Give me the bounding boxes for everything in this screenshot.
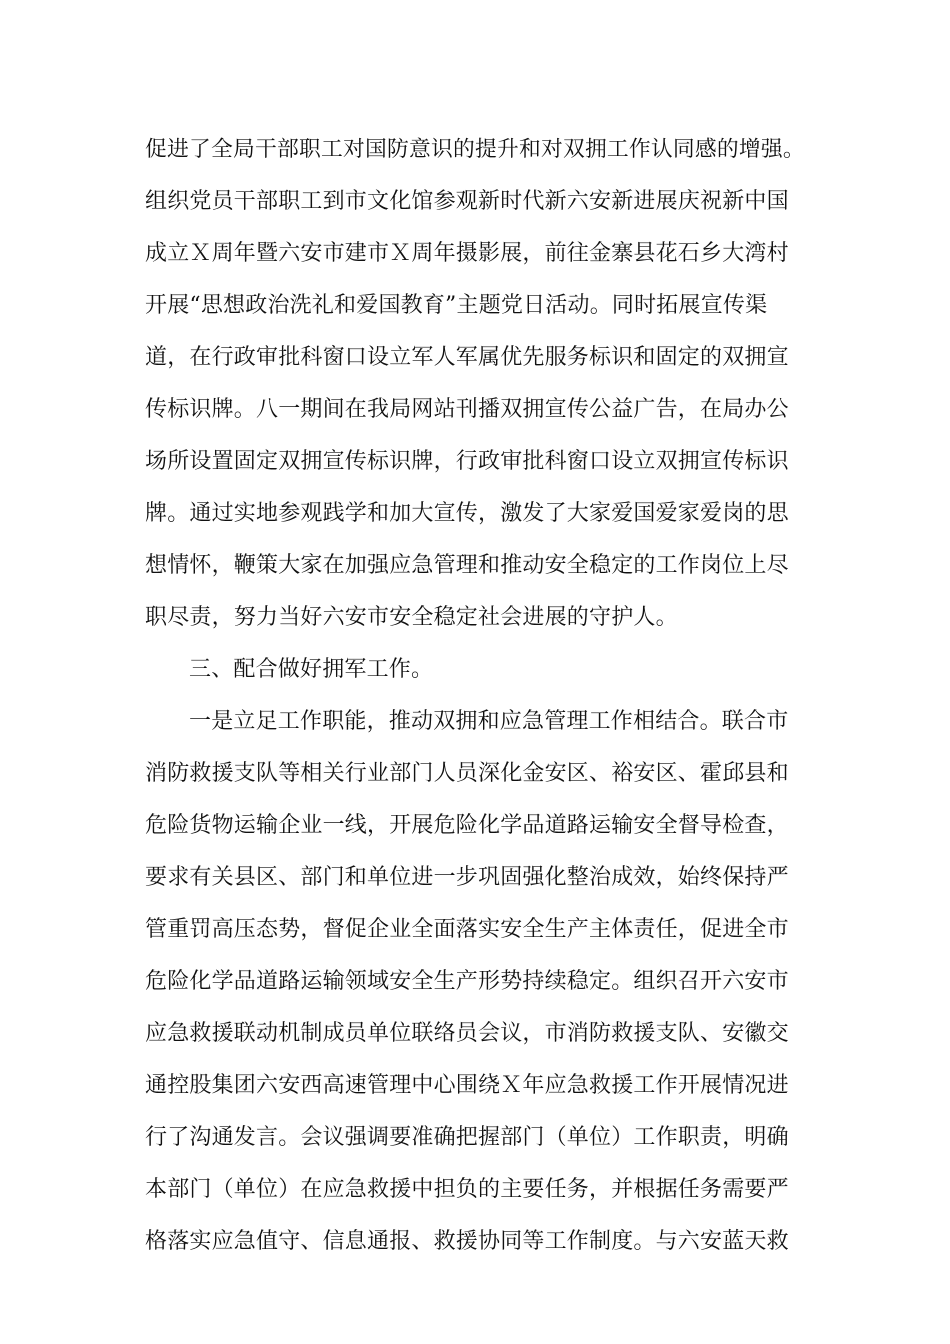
text-line: 格落实应急值守、信息通报、救援协同等工作制度。与六安蓝天救 bbox=[145, 1229, 789, 1254]
text-line: 职尽责，努力当好六安市安全稳定社会进展的守护人。 bbox=[145, 605, 678, 630]
text-line: 通控股集团六安西高速管理中心围绕Ｘ年应急救援工作开展情况进 bbox=[145, 1073, 789, 1098]
text-line: 危险化学品道路运输领域安全生产形势持续稳定。组织召开六安市 bbox=[145, 969, 789, 994]
section-heading: 三、配合做好拥军工作。 bbox=[189, 657, 434, 682]
text-line: 危险货物运输企业一线，开展危险化学品道路运输安全督导检查， bbox=[145, 813, 789, 838]
text-line: 应急救援联动机制成员单位联络员会议，市消防救援支队、安徽交 bbox=[145, 1021, 789, 1046]
text-line: 成立Ｘ周年暨六安市建市Ｘ周年摄影展，前往金寨县花石乡大湾村 bbox=[145, 241, 789, 266]
text-line: 行了沟通发言。会议强调要准确把握部门（单位）工作职责，明确 bbox=[145, 1125, 789, 1150]
text-line: 本部门（单位）在应急救援中担负的主要任务，并根据任务需要严 bbox=[145, 1177, 789, 1202]
text-line: 要求有关县区、部门和单位进一步巩固强化整治成效，始终保持严 bbox=[145, 865, 789, 890]
text-line: 想情怀，鞭策大家在加强应急管理和推动安全稳定的工作岗位上尽 bbox=[145, 553, 789, 578]
text-line: 牌。通过实地参观践学和加大宣传，激发了大家爱国爱家爱岗的思 bbox=[145, 501, 789, 526]
text-line: 道，在行政审批科窗口设立军人军属优先服务标识和固定的双拥宣 bbox=[145, 345, 789, 370]
text-line: 管重罚高压态势，督促企业全面落实安全生产主体责任，促进全市 bbox=[145, 917, 789, 942]
text-line: 消防救援支队等相关行业部门人员深化金安区、裕安区、霍邱县和 bbox=[145, 761, 789, 786]
text-line: 场所设置固定双拥宣传标识牌，行政审批科窗口设立双拥宣传标识 bbox=[145, 449, 789, 474]
text-line: 开展“思想政治洗礼和爱国教育”主题党日活动。同时拓展宣传渠 bbox=[145, 293, 768, 318]
text-line: 一是立足工作职能，推动双拥和应急管理工作相结合。联合市 bbox=[189, 709, 789, 734]
text-line: 促进了全局干部职工对国防意识的提升和对双拥工作认同感的增强。 bbox=[145, 137, 805, 162]
text-line: 传标识牌。八一期间在我局网站刊播双拥宣传公益广告，在局办公 bbox=[145, 397, 789, 422]
text-line: 组织党员干部职工到市文化馆参观新时代新六安新进展庆祝新中国 bbox=[145, 189, 789, 214]
